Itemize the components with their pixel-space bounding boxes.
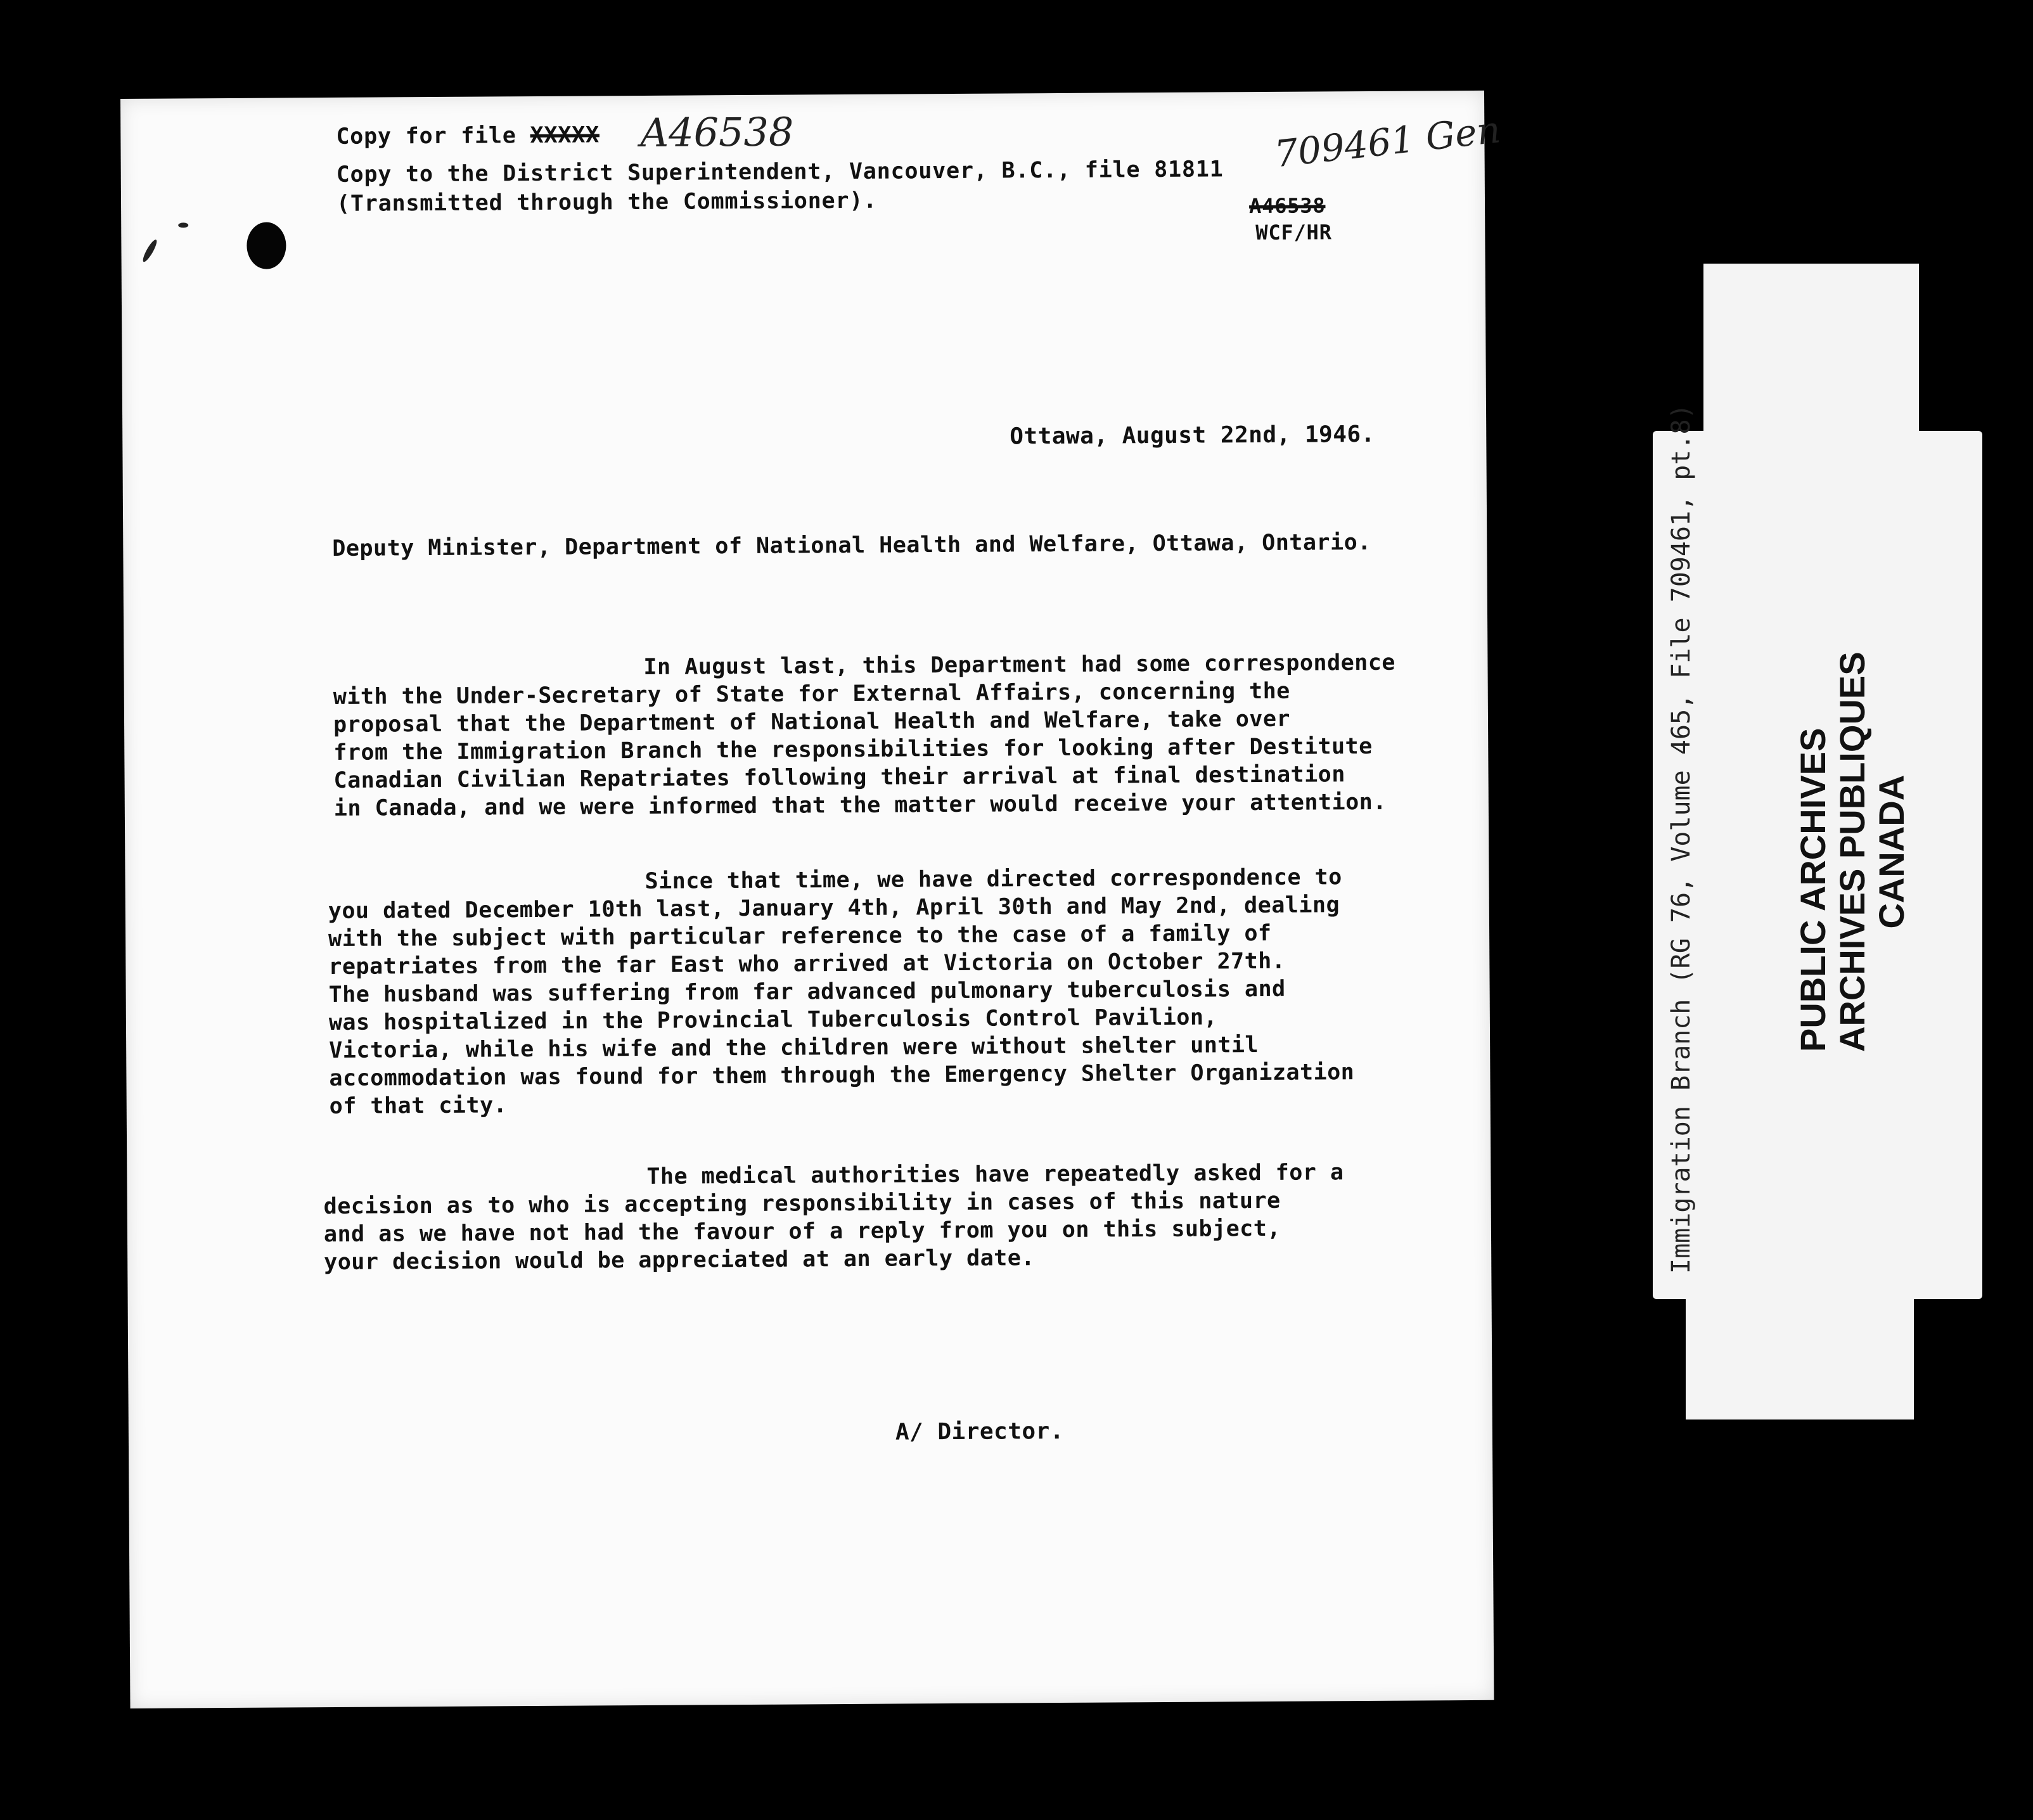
paragraph-2-line: accommodation was found for them through the Emergency Shelter Organization — [329, 1060, 1355, 1092]
struck-reference: A46538 — [1248, 193, 1326, 219]
struck-file-number: XXXXX — [530, 122, 600, 149]
paragraph-1-line: In August last, this Department had some correspondence — [643, 650, 1396, 680]
date-line: Ottawa, August 22nd, 1946. — [1010, 421, 1375, 450]
signature: A/ Director. — [895, 1418, 1065, 1445]
copy-to-line: Copy to the District Superintendent, Vancouver, B.C., file 81811 — [336, 157, 1224, 188]
ink-speck — [178, 222, 188, 228]
addressee: Deputy Minister, Department of National Health and Welfare, Ottawa, Ontario. — [332, 529, 1371, 561]
paragraph-3-line: and as we have not had the favour of a reply from you on this subject, — [323, 1215, 1281, 1248]
archive-reference: Immigration Branch (RG 76, Volume 465, File 709461, pt.8) — [1667, 404, 1696, 1274]
archive-stamp-line: PUBLIC ARCHIVES — [1793, 727, 1833, 1052]
paragraph-2-line: repatriates from the far East who arrived at Victoria on October 27th. — [328, 948, 1286, 980]
paragraph-1-line: with the Under-Secretary of State for External Affairs, concerning the — [333, 678, 1290, 710]
transmitted-line: (Transmitted through the Commissioner). — [336, 188, 878, 217]
ink-speck — [141, 238, 158, 264]
handwritten-file-number: A46538 — [640, 108, 794, 156]
initials: WCF/HR — [1255, 220, 1332, 245]
punch-hole — [247, 222, 286, 269]
paragraph-2-line: The husband was suffering from far advanced pulmonary tuberculosis and — [328, 976, 1286, 1008]
paragraph-3-line: your decision would be appreciated at an early date. — [324, 1245, 1036, 1276]
paragraph-2-line: you dated December 10th last, January 4th, April 30th and May 2nd, dealing — [328, 892, 1340, 925]
paragraph-1-line: in Canada, and we were informed that the matter would receive your attention. — [333, 789, 1387, 821]
paragraph-2-line: was hospitalized in the Provincial Tuberculosis Control Pavilion, — [328, 1004, 1218, 1036]
paragraph-2-line: Since that time, we have directed correspondence to — [645, 864, 1342, 894]
label-tab-bottom — [1686, 1267, 1914, 1419]
paragraph-2-line: with the subject with particular reference to the case of a family of — [328, 920, 1272, 952]
letter-page — [120, 91, 1503, 1708]
paragraph-1-line: Canadian Civilian Repatriates following their arrival at final destination — [333, 762, 1345, 793]
archive-stamp-line: ARCHIVES PUBLIQUES — [1832, 651, 1872, 1052]
paragraph-3-line: The medical authorities have repeatedly asked for a — [646, 1160, 1344, 1189]
paragraph-3-line: decision as to who is accepting responsibility in cases of this nature — [323, 1188, 1281, 1220]
archive-stamp — [1793, 651, 1911, 1052]
copy-for-file-line: Copy for file XXXXX — [336, 122, 600, 150]
paragraph-2-line: Victoria, while his wife and the children were without shelter until — [329, 1032, 1259, 1064]
paragraph-1-line: proposal that the Department of National Health and Welfare, take over — [333, 706, 1291, 738]
archive-stamp-line: CANADA — [1871, 774, 1911, 929]
paragraph-1-line: from the Immigration Branch the responsibilities for looking after Destitute — [333, 733, 1373, 766]
label-tab-top — [1703, 264, 1919, 454]
paragraph-2-line: of that city. — [329, 1093, 508, 1120]
handwritten-file-number-2: 709461 Gen — [1272, 108, 1503, 176]
